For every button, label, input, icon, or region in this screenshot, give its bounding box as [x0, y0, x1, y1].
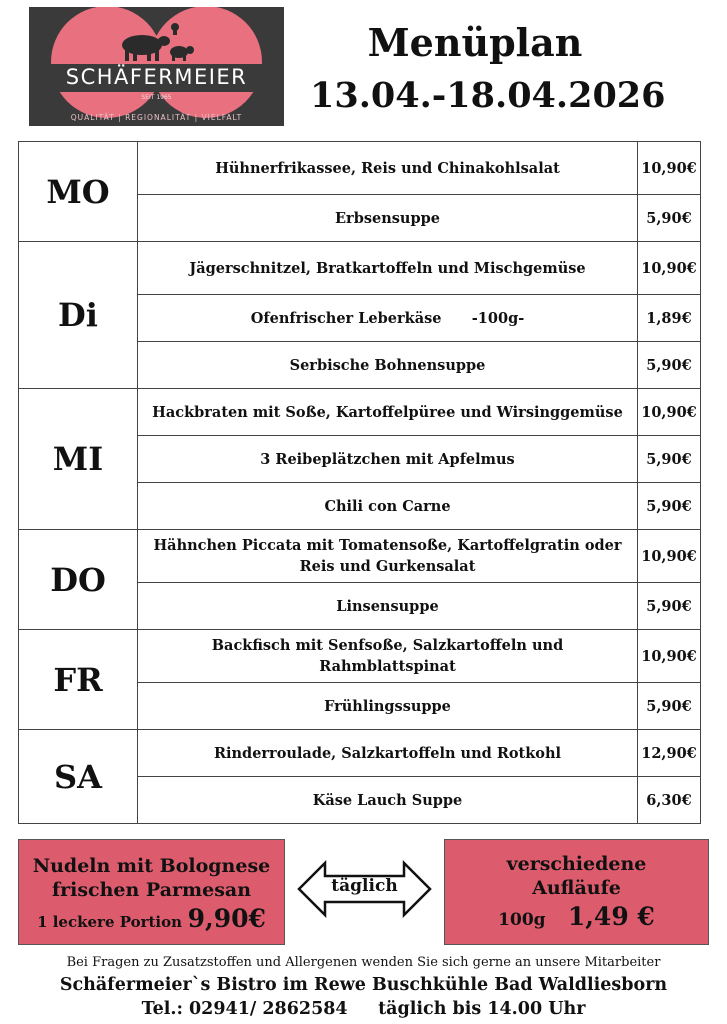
contact-line [0, 999, 727, 1019]
phone-number: Tel.: 02941/ 2862584 [141, 999, 348, 1019]
day-label: DO [19, 530, 138, 630]
dish-name: Jägerschnitzel, Bratkartoffeln und Mischgemüse [138, 242, 638, 295]
special-line-2: frischen Parmesan [51, 879, 252, 901]
dish-price: 5,90€ [638, 436, 701, 483]
dish-price: 5,90€ [638, 342, 701, 389]
menu-row [19, 242, 701, 295]
menu-row [19, 730, 701, 777]
logo-tagline: QUALITÄT | REGIONALITÄT | VIELFALT [70, 113, 243, 122]
dish-name: Käse Lauch Suppe [138, 777, 638, 824]
dish-name: Hackbraten mit Soße, Kartoffelpüree und Wirsinggemüse [138, 389, 638, 436]
dish-price: 10,90€ [638, 630, 701, 683]
dish-name: Hähnchen Piccata mit Tomatensoße, Kartoffelgratin oder Reis und Gurkensalat [138, 530, 638, 583]
allergen-note: Bei Fragen zu Zusatzstoffen und Allergenen wenden Sie sich gerne an unsere Mitarbeiter [66, 955, 661, 970]
special-line-2: Aufläufe [532, 877, 621, 899]
logo-since: SEIT 1965 [141, 94, 172, 101]
dish-name: 3 Reibeplätzchen mit Apfelmus [138, 436, 638, 483]
dish-name: Serbische Bohnensuppe [138, 342, 638, 389]
daily-special-pasta [18, 839, 285, 945]
dish-price: 10,90€ [638, 389, 701, 436]
logo-circle-right [150, 7, 262, 118]
dish-name: Frühlingssuppe [138, 683, 638, 730]
logo-brand: SCHÄFERMEIER [65, 65, 248, 89]
day-label: SA [19, 730, 138, 824]
bistro-name: Schäfermeier`s Bistro im Rewe Buschkühle Bad Waldliesborn [59, 975, 668, 995]
special-line-1: verschiedene [506, 853, 647, 875]
date-range: 13.04.-18.04.2026 [310, 75, 666, 116]
special-line-1: Nudeln mit Bolognese [32, 855, 271, 877]
daily-label: täglich [331, 876, 398, 896]
dish-price: 5,90€ [638, 195, 701, 242]
menu-row [19, 530, 701, 583]
day-label: Di [19, 242, 138, 389]
special-price: 1,49 € [567, 902, 655, 931]
special-unit: 100g [498, 910, 546, 930]
dish-name: Hühnerfrikassee, Reis und Chinakohlsalat [138, 142, 638, 195]
menu-row [19, 142, 701, 195]
dish-price: 10,90€ [638, 142, 701, 195]
dish-name: Chili con Carne [138, 483, 638, 530]
dish-price: 5,90€ [638, 583, 701, 630]
logo [29, 7, 284, 126]
dish-price: 5,90€ [638, 683, 701, 730]
dish-name: Ofenfrischer Leberkäse -100g- [138, 295, 638, 342]
dish-price: 6,30€ [638, 777, 701, 824]
menu-row [19, 630, 701, 683]
daily-special-casserole [444, 839, 709, 945]
dish-name: Linsensuppe [138, 583, 638, 630]
opening-hours: täglich bis 14.00 Uhr [378, 999, 586, 1019]
menu-table [18, 141, 701, 824]
dish-price: 10,90€ [638, 242, 701, 295]
special-portion: 1 leckere Portion [37, 913, 183, 931]
dish-name: Erbsensuppe [138, 195, 638, 242]
dish-name: Rinderroulade, Salzkartoffeln und Rotkohl [138, 730, 638, 777]
dish-price: 10,90€ [638, 530, 701, 583]
dish-price: 1,89€ [638, 295, 701, 342]
page-title: Menüplan [367, 20, 583, 65]
dish-price: 5,90€ [638, 483, 701, 530]
dish-name: Backfisch mit Senfsoße, Salzkartoffeln und Rahmblattspinat [138, 630, 638, 683]
logo-circle-left [51, 7, 163, 118]
special-price: 9,90€ [187, 904, 266, 933]
menu-row [19, 389, 701, 436]
day-label: MO [19, 142, 138, 242]
day-label: FR [19, 630, 138, 730]
day-label: MI [19, 389, 138, 530]
dish-price: 12,90€ [638, 730, 701, 777]
